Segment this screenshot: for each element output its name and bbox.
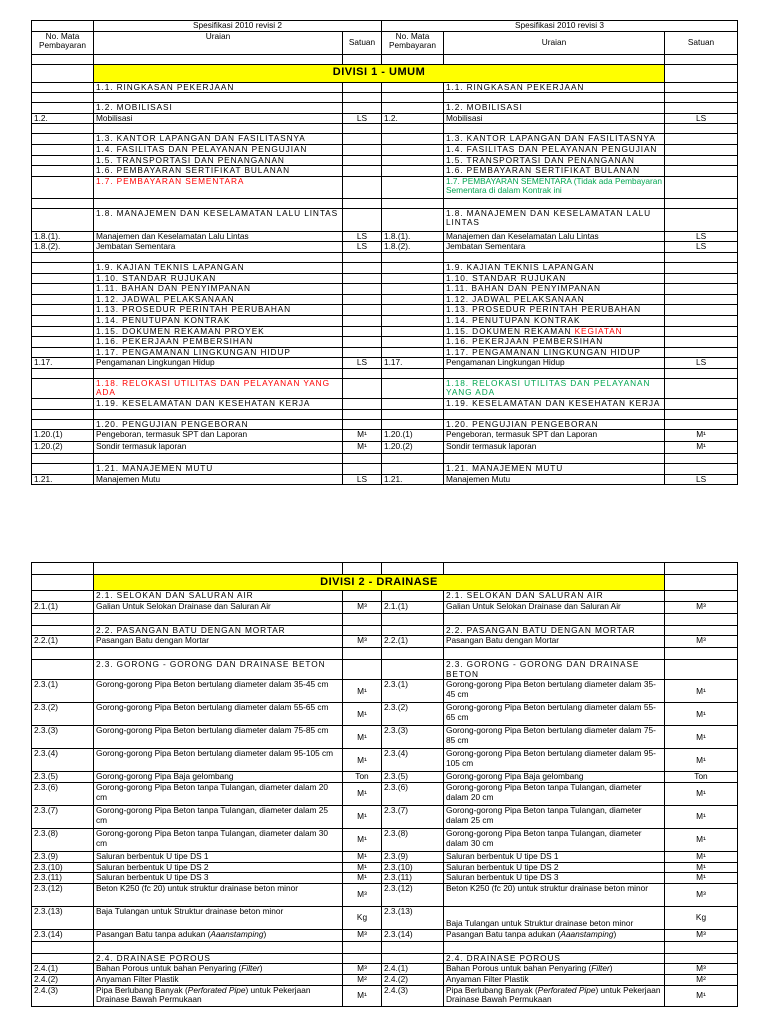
item-unit: M³ — [665, 929, 738, 941]
division-1-table — [31, 20, 738, 485]
section-label: 1.8. MANAJEMEN DAN KESELAMATAN LALU LINTAS — [444, 208, 665, 231]
section-label: 1.21. MANAJEMEN MUTU — [94, 464, 343, 475]
col-satuan-right: Satuan — [665, 31, 738, 54]
item-text: Manajemen Mutu — [94, 474, 343, 485]
item-no: 2.3.(2) — [382, 703, 444, 726]
item-no: 2.3.(14) — [32, 929, 94, 941]
table-row — [32, 474, 738, 485]
item-text: Saluran berbentuk U tipe DS 1 — [94, 851, 343, 862]
item-text: Gorong-gorong Pipa Beton tanpa Tulangan, diameter dalam 25 cm — [94, 805, 343, 828]
item-no: 1.8.(2). — [32, 242, 94, 253]
section-label: 1.4. FASILITAS DAN PELAYANAN PENGUJIAN — [94, 144, 343, 155]
section-label: 1.12. JADWAL PELAKSANAAN — [444, 294, 665, 305]
section-label: 2.3. GORONG - GORONG DAN DRAINASE BETON — [94, 660, 343, 680]
item-no: 1.20.(2) — [382, 442, 444, 454]
section-row — [32, 660, 738, 680]
item-unit: LS — [343, 242, 382, 253]
item-no: 2.3.(11) — [32, 873, 94, 884]
item-text: Pengeboran, termasuk SPT dan Laporan — [94, 430, 343, 442]
item-unit: LS — [343, 231, 382, 242]
item-unit: M³ — [343, 601, 382, 613]
item-unit: M¹ — [343, 805, 382, 828]
table-row — [32, 703, 738, 726]
col-no-right: No. Mata Pembayaran — [382, 31, 444, 54]
item-unit: LS — [665, 231, 738, 242]
item-unit: M³ — [343, 964, 382, 975]
item-no: 2.2.(1) — [382, 636, 444, 648]
item-no: 1.20.(1) — [382, 430, 444, 442]
item-unit: M¹ — [343, 828, 382, 851]
item-text: Beton K250 (fc 20) untuk struktur drainase beton minor — [94, 883, 343, 906]
table-row — [32, 828, 738, 851]
item-no: 2.3.(13) — [32, 906, 94, 929]
item-no: 2.3.(7) — [382, 805, 444, 828]
item-text: Gorong-gorong Pipa Beton tanpa Tulangan, diameter dalam 20 cm — [444, 782, 665, 805]
item-unit: M³ — [665, 636, 738, 648]
item-no: 2.1.(1) — [32, 601, 94, 613]
section-row — [32, 305, 738, 316]
blank-row — [32, 648, 738, 660]
section-row — [32, 176, 738, 198]
table-row — [32, 242, 738, 253]
division-2-table — [31, 562, 738, 1007]
item-unit: Kg — [343, 906, 382, 929]
item-unit: M¹ — [665, 680, 738, 703]
section-label: 1.2. MOBILISASI — [444, 103, 665, 114]
item-no: 2.2.(1) — [32, 636, 94, 648]
section-label: 2.2. PASANGAN BATU DENGAN MORTAR — [444, 625, 665, 636]
section-label: 1.13. PROSEDUR PERINTAH PERUBAHAN — [94, 305, 343, 316]
blank-row — [32, 124, 738, 134]
item-text: Manajemen Mutu — [444, 474, 665, 485]
item-unit: M² — [665, 974, 738, 985]
item-unit: M¹ — [665, 726, 738, 749]
section-label: 1.14. PENUTUPAN KONTRAK — [94, 315, 343, 326]
col-satuan-left: Satuan — [343, 31, 382, 54]
blank-row — [32, 613, 738, 625]
section-label: 2.3. GORONG - GORONG DAN DRAINASE BETON — [444, 660, 665, 680]
section-label: 1.1. RINGKASAN PEKERJAAN — [94, 82, 343, 93]
section-label: 1.2. MOBILISASI — [94, 103, 343, 114]
item-no: 1.2. — [382, 113, 444, 124]
item-unit: LS — [665, 358, 738, 369]
table-row — [32, 726, 738, 749]
item-no: 2.3.(9) — [32, 851, 94, 862]
item-text: Mobilisasi — [94, 113, 343, 124]
table-row — [32, 782, 738, 805]
item-unit: M¹ — [665, 782, 738, 805]
section-row — [32, 166, 738, 177]
section-label-removed: 1.18. RELOKASI UTILITAS DAN PELAYANAN YANG ADA — [94, 378, 343, 398]
item-unit: M¹ — [665, 985, 738, 1006]
section-label: 1.20. PENGUJIAN PENGEBORAN — [444, 419, 665, 430]
section-row — [32, 953, 738, 964]
table-row — [32, 113, 738, 124]
item-text: Bahan Porous untuk bahan Penyaring (Filter) — [94, 964, 343, 975]
item-text: Baja Tulangan untuk Struktur drainase beton minor — [444, 906, 665, 929]
spec-left-title: Spesifikasi 2010 revisi 2 — [94, 21, 382, 32]
item-no: 2.3.(3) — [382, 726, 444, 749]
section-label: 1.1. RINGKASAN PEKERJAAN — [444, 82, 665, 93]
item-unit: M¹ — [665, 749, 738, 772]
item-no: 1.8.(1). — [32, 231, 94, 242]
item-no: 2.4.(2) — [382, 974, 444, 985]
section-label: 1.8. MANAJEMEN DAN KESELAMATAN LALU LINTAS — [94, 208, 343, 231]
item-no: 1.21. — [32, 474, 94, 485]
section-label: 1.17. PENGAMANAN LINGKUNGAN HIDUP — [444, 347, 665, 358]
item-text: Pasangan Batu tanpa adukan (Aaanstamping) — [444, 929, 665, 941]
item-unit: M¹ — [343, 749, 382, 772]
item-unit: M¹ — [665, 805, 738, 828]
item-text: Gorong-gorong Pipa Beton tanpa Tulangan, diameter dalam 20 cm — [94, 782, 343, 805]
table-row — [32, 974, 738, 985]
section-label: 1.4. FASILITAS DAN PELAYANAN PENGUJIAN — [444, 144, 665, 155]
item-no: 1.8.(1). — [382, 231, 444, 242]
item-no: 1.8.(2). — [382, 242, 444, 253]
blank-row — [32, 941, 738, 953]
item-text: Saluran berbentuk U tipe DS 3 — [94, 873, 343, 884]
section-label: 1.16. PEKERJAAN PEMBERSIHAN — [94, 337, 343, 348]
item-text: Saluran berbentuk U tipe DS 1 — [444, 851, 665, 862]
section-row — [32, 591, 738, 602]
section-label: 2.1. SELOKAN DAN SALURAN AIR — [444, 591, 665, 602]
item-unit: M¹ — [343, 726, 382, 749]
section-row — [32, 273, 738, 284]
item-unit: M¹ — [665, 703, 738, 726]
section-label-revised: 1.15. DOKUMEN REKAMAN KEGIATAN — [444, 326, 665, 337]
blank-row — [32, 252, 738, 262]
item-no: 1.20.(2) — [32, 442, 94, 454]
section-label: 2.4. DRAINASE POROUS — [444, 953, 665, 964]
item-no: 2.1.(1) — [382, 601, 444, 613]
item-no: 2.3.(6) — [32, 782, 94, 805]
section-row — [32, 315, 738, 326]
item-no: 1.2. — [32, 113, 94, 124]
section-label-removed: 1.7. PEMBAYARAN SEMENTARA — [94, 176, 343, 198]
section-label: 2.1. SELOKAN DAN SALURAN AIR — [94, 591, 343, 602]
item-text: Gorong-gorong Pipa Baja gelombang — [444, 772, 665, 783]
section-row — [32, 625, 738, 636]
column-header-row — [32, 31, 738, 54]
item-no: 2.3.(3) — [32, 726, 94, 749]
item-no: 2.3.(11) — [382, 873, 444, 884]
item-unit: M¹ — [665, 862, 738, 873]
item-text: Pengamanan Lingkungan Hidup — [94, 358, 343, 369]
item-no: 1.17. — [32, 358, 94, 369]
section-row — [32, 326, 738, 337]
table-row — [32, 862, 738, 873]
item-unit: M³ — [343, 883, 382, 906]
section-label: 1.11. BAHAN DAN PENYIMPANAN — [444, 284, 665, 295]
col-uraian-left: Uraian — [94, 31, 343, 54]
item-unit: Ton — [343, 772, 382, 783]
item-text: Gorong-gorong Pipa Beton tanpa Tulangan, diameter dalam 25 cm — [444, 805, 665, 828]
item-no: 2.3.(7) — [32, 805, 94, 828]
item-text: Gorong-gorong Pipa Beton bertulang diameter dalam 55-65 cm — [94, 703, 343, 726]
section-label: 1.21. MANAJEMEN MUTU — [444, 464, 665, 475]
section-label: 1.10. STANDAR RUJUKAN — [94, 273, 343, 284]
item-unit: LS — [343, 113, 382, 124]
col-uraian-right: Uraian — [444, 31, 665, 54]
item-unit: M³ — [343, 636, 382, 648]
item-unit: M¹ — [665, 442, 738, 454]
item-unit: Ton — [665, 772, 738, 783]
section-label: 1.16. PEKERJAAN PEMBERSIHAN — [444, 337, 665, 348]
col-no-left: No. Mata Pembayaran — [32, 31, 94, 54]
table-row — [32, 772, 738, 783]
blank-row — [32, 409, 738, 419]
section-label: 1.13. PROSEDUR PERINTAH PERUBAHAN — [444, 305, 665, 316]
section-label: 1.5. TRANSPORTASI DAN PENANGANAN — [94, 155, 343, 166]
item-text: Galian Untuk Selokan Drainase dan Saluran Air — [444, 601, 665, 613]
section-row — [32, 82, 738, 93]
section-row — [32, 284, 738, 295]
section-row — [32, 464, 738, 475]
item-text: Manajemen dan Keselamatan Lalu Lintas — [444, 231, 665, 242]
item-unit: LS — [343, 358, 382, 369]
item-no: 2.3.(8) — [32, 828, 94, 851]
division-title-row — [32, 575, 738, 591]
division-title-row — [32, 64, 738, 82]
table-row — [32, 601, 738, 613]
item-text: Baja Tulangan untuk Struktur drainase beton minor — [94, 906, 343, 929]
section-label: 2.2. PASANGAN BATU DENGAN MORTAR — [94, 625, 343, 636]
item-text: Gorong-gorong Pipa Beton bertulang diameter dalam 35-45 cm — [444, 680, 665, 703]
blank-row — [32, 454, 738, 464]
item-no: 2.3.(14) — [382, 929, 444, 941]
item-no: 2.3.(2) — [32, 703, 94, 726]
item-text: Jembatan Sementara — [94, 242, 343, 253]
item-no: 2.4.(3) — [32, 985, 94, 1006]
item-text: Gorong-gorong Pipa Beton bertulang diameter dalam 95-105 cm — [444, 749, 665, 772]
division-1-title: DIVISI 1 - UMUM — [94, 64, 665, 82]
item-no: 2.3.(9) — [382, 851, 444, 862]
item-unit: M¹ — [343, 703, 382, 726]
item-text: Sondir termasuk laporan — [94, 442, 343, 454]
table-row — [32, 442, 738, 454]
spec-right-title: Spesifikasi 2010 revisi 3 — [382, 21, 738, 32]
division-2-title: DIVISI 2 - DRAINASE — [94, 575, 665, 591]
item-unit: M³ — [343, 929, 382, 941]
section-row — [32, 208, 738, 231]
item-unit: M¹ — [343, 873, 382, 884]
item-text: Pasangan Batu dengan Mortar — [444, 636, 665, 648]
item-no: 2.4.(1) — [382, 964, 444, 975]
item-unit: M¹ — [343, 985, 382, 1006]
blank-row — [32, 93, 738, 103]
item-text: Gorong-gorong Pipa Beton tanpa Tulangan, diameter dalam 30 cm — [444, 828, 665, 851]
table-row — [32, 680, 738, 703]
table-row — [32, 358, 738, 369]
item-text: Bahan Porous untuk bahan Penyaring (Filter) — [444, 964, 665, 975]
item-unit: M¹ — [343, 862, 382, 873]
section-label: 1.10. STANDAR RUJUKAN — [444, 273, 665, 284]
item-text: Gorong-gorong Pipa Beton bertulang diameter dalam 75-85 cm — [444, 726, 665, 749]
item-no: 1.21. — [382, 474, 444, 485]
table-row — [32, 883, 738, 906]
item-no: 2.4.(1) — [32, 964, 94, 975]
section-label: 1.9. KAJIAN TEKNIS LAPANGAN — [444, 262, 665, 273]
table-row — [32, 873, 738, 884]
item-unit: M¹ — [665, 851, 738, 862]
item-text: Pengeboran, termasuk SPT dan Laporan — [444, 430, 665, 442]
table-row — [32, 929, 738, 941]
item-text: Gorong-gorong Pipa Beton tanpa Tulangan, diameter dalam 30 cm — [94, 828, 343, 851]
section-row — [32, 294, 738, 305]
item-no: 2.3.(10) — [382, 862, 444, 873]
item-no: 2.3.(1) — [32, 680, 94, 703]
table-row — [32, 906, 738, 929]
item-text: Anyaman Filter Plastik — [94, 974, 343, 985]
section-row — [32, 347, 738, 358]
item-unit: LS — [343, 474, 382, 485]
section-label: 1.9. KAJIAN TEKNIS LAPANGAN — [94, 262, 343, 273]
item-text: Gorong-gorong Pipa Beton bertulang diameter dalam 35-45 cm — [94, 680, 343, 703]
item-text: Pasangan Batu dengan Mortar — [94, 636, 343, 648]
item-text: Pasangan Batu tanpa adukan (Aaanstamping) — [94, 929, 343, 941]
item-text: Saluran berbentuk U tipe DS 2 — [94, 862, 343, 873]
item-text: Galian Untuk Selokan Drainase dan Saluran Air — [94, 601, 343, 613]
section-row — [32, 399, 738, 410]
section-row — [32, 337, 738, 348]
item-no: 2.3.(10) — [32, 862, 94, 873]
section-label: 1.15. DOKUMEN REKAMAN PROYEK — [94, 326, 343, 337]
item-text: Jembatan Sementara — [444, 242, 665, 253]
item-no: 1.20.(1) — [32, 430, 94, 442]
section-label: 2.4. DRAINASE POROUS — [94, 953, 343, 964]
section-row — [32, 144, 738, 155]
item-unit: M¹ — [343, 851, 382, 862]
item-unit: M² — [343, 974, 382, 985]
item-unit: M¹ — [665, 828, 738, 851]
blank-row — [32, 54, 738, 64]
item-unit: M¹ — [665, 430, 738, 442]
section-label: 1.3. KANTOR LAPANGAN DAN FASILITASNYA — [444, 134, 665, 145]
section-row — [32, 419, 738, 430]
section-label: 1.17. PENGAMANAN LINGKUNGAN HIDUP — [94, 347, 343, 358]
table-row — [32, 964, 738, 975]
item-text: Sondir termasuk laporan — [444, 442, 665, 454]
section-label-revised: 1.7. PEMBAYARAN SEMENTARA (Tidak ada Pembayaran Sementara di dalam Kontrak ini — [444, 176, 665, 198]
item-unit: M¹ — [343, 442, 382, 454]
section-label: 1.6. PEMBAYARAN SERTIFIKAT BULANAN — [444, 166, 665, 177]
section-label: 1.14. PENUTUPAN KONTRAK — [444, 315, 665, 326]
item-unit: M¹ — [343, 782, 382, 805]
section-row — [32, 262, 738, 273]
table-row — [32, 749, 738, 772]
section-label-revised: 1.18. RELOKASI UTILITAS DAN PELAYANAN YANG ADA — [444, 378, 665, 398]
item-unit: M³ — [665, 601, 738, 613]
blank-row — [32, 563, 738, 575]
item-text: Gorong-gorong Pipa Beton bertulang diameter dalam 95-105 cm — [94, 749, 343, 772]
item-unit: LS — [665, 474, 738, 485]
item-unit: M¹ — [343, 430, 382, 442]
table-row — [32, 430, 738, 442]
section-row — [32, 155, 738, 166]
section-label: 1.11. BAHAN DAN PENYIMPANAN — [94, 284, 343, 295]
section-label: 1.5. TRANSPORTASI DAN PENANGANAN — [444, 155, 665, 166]
item-no: 2.3.(8) — [382, 828, 444, 851]
item-no: 2.3.(5) — [32, 772, 94, 783]
item-text: Pipa Berlubang Banyak (Perforated Pipe) untuk Pekerjaan Drainase Bawah Permukaan — [94, 985, 343, 1006]
item-no: 2.3.(4) — [382, 749, 444, 772]
spec-header-row — [32, 21, 738, 32]
item-text: Mobilisasi — [444, 113, 665, 124]
section-label: 1.19. KESELAMATAN DAN KESEHATAN KERJA — [94, 399, 343, 410]
item-no: 2.3.(5) — [382, 772, 444, 783]
item-text: Pengamanan Lingkungan Hidup — [444, 358, 665, 369]
item-unit: Kg — [665, 906, 738, 929]
item-text: Gorong-gorong Pipa Beton bertulang diameter dalam 55-65 cm — [444, 703, 665, 726]
blank-row — [32, 198, 738, 208]
item-no: 2.3.(12) — [32, 883, 94, 906]
item-unit: M³ — [665, 883, 738, 906]
item-text: Gorong-gorong Pipa Baja gelombang — [94, 772, 343, 783]
section-row — [32, 134, 738, 145]
section-row — [32, 103, 738, 114]
item-text: Manajemen dan Keselamatan Lalu Lintas — [94, 231, 343, 242]
section-label: 1.3. KANTOR LAPANGAN DAN FASILITASNYA — [94, 134, 343, 145]
item-text: Saluran berbentuk U tipe DS 3 — [444, 873, 665, 884]
item-text: Anyaman Filter Plastik — [444, 974, 665, 985]
item-unit: M¹ — [665, 873, 738, 884]
item-unit: LS — [665, 242, 738, 253]
item-no: 2.3.(13) — [382, 906, 444, 929]
section-label: 1.12. JADWAL PELAKSANAAN — [94, 294, 343, 305]
item-unit: M¹ — [343, 680, 382, 703]
item-unit: M³ — [665, 964, 738, 975]
section-label: 1.20. PENGUJIAN PENGEBORAN — [94, 419, 343, 430]
item-text: Beton K250 (fc 20) untuk struktur drainase beton minor — [444, 883, 665, 906]
table-row — [32, 805, 738, 828]
section-row — [32, 378, 738, 398]
item-text: Gorong-gorong Pipa Beton bertulang diameter dalam 75-85 cm — [94, 726, 343, 749]
table-row — [32, 851, 738, 862]
item-no: 1.17. — [382, 358, 444, 369]
item-no: 2.3.(6) — [382, 782, 444, 805]
table-row — [32, 636, 738, 648]
item-text: Pipa Berlubang Banyak (Perforated Pipe) untuk Pekerjaan Drainase Bawah Permukaan — [444, 985, 665, 1006]
item-no: 2.3.(12) — [382, 883, 444, 906]
item-no: 2.3.(4) — [32, 749, 94, 772]
blank-row — [32, 368, 738, 378]
section-label: 1.6. PEMBAYARAN SERTIFIKAT BULANAN — [94, 166, 343, 177]
section-label: 1.19. KESELAMATAN DAN KESEHATAN KERJA — [444, 399, 665, 410]
item-no: 2.4.(2) — [32, 974, 94, 985]
item-text: Saluran berbentuk U tipe DS 2 — [444, 862, 665, 873]
item-no: 2.3.(1) — [382, 680, 444, 703]
item-no: 2.4.(3) — [382, 985, 444, 1006]
table-row — [32, 231, 738, 242]
table-row — [32, 985, 738, 1006]
item-unit: LS — [665, 113, 738, 124]
